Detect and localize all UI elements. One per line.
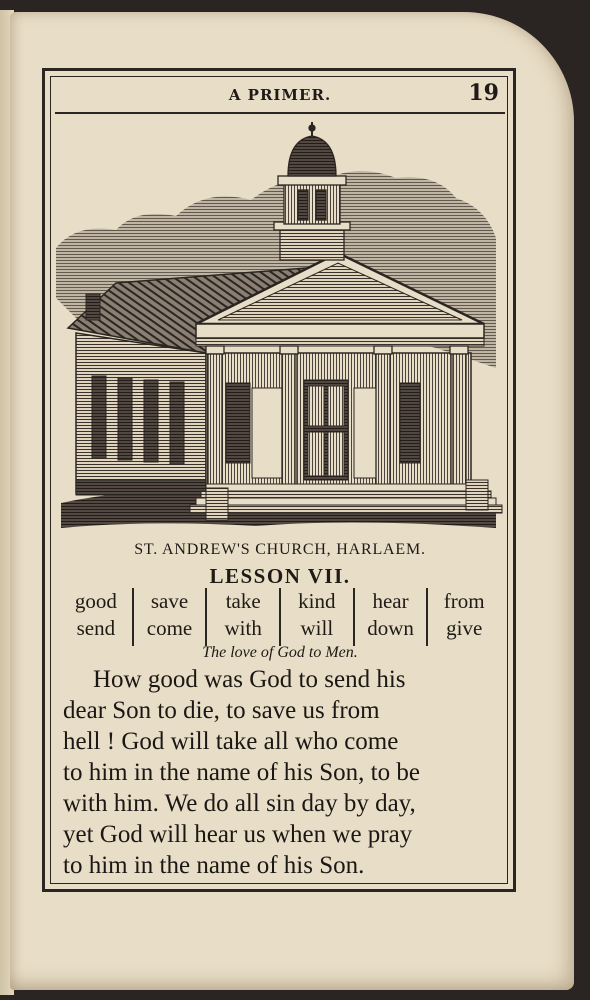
spelling-word-table bbox=[60, 588, 500, 646]
body-line: yet God will hear us when we pray bbox=[63, 821, 413, 848]
spelling-word: from bbox=[443, 589, 485, 613]
spelling-word: down bbox=[367, 616, 414, 640]
running-title: A PRIMER. bbox=[228, 86, 332, 104]
illustration-caption: ST. ANDREW'S CHURCH, HARLAEM. bbox=[134, 541, 426, 558]
word-column bbox=[279, 588, 353, 646]
body-line: dear Son to die, to save us from bbox=[63, 697, 380, 724]
lesson-body bbox=[63, 664, 501, 881]
spelling-word: hear bbox=[372, 589, 409, 613]
spelling-word: save bbox=[150, 589, 189, 613]
spelling-word: give bbox=[446, 616, 483, 640]
body-line: How good was God to send his bbox=[93, 666, 406, 693]
lesson-subtitle: The love of God to Men. bbox=[202, 644, 358, 661]
body-line: with him. We do all sin day by day, bbox=[63, 790, 416, 817]
spelling-word: kind bbox=[298, 589, 336, 613]
body-line: to him in the name of his Son. bbox=[63, 852, 365, 879]
spelling-word: with bbox=[224, 616, 262, 640]
church-steps bbox=[190, 484, 502, 513]
church-cupola bbox=[274, 122, 350, 260]
spelling-word: take bbox=[225, 589, 261, 613]
spelling-word: good bbox=[74, 589, 117, 613]
running-head bbox=[55, 78, 505, 114]
word-column bbox=[205, 588, 279, 646]
lesson-title: LESSON VII. bbox=[209, 564, 351, 588]
spelling-word: will bbox=[300, 616, 334, 640]
word-column bbox=[426, 588, 500, 646]
page-number: 19 bbox=[468, 80, 499, 106]
word-column bbox=[353, 588, 427, 646]
word-column bbox=[60, 588, 132, 646]
spelling-word: send bbox=[76, 616, 116, 640]
body-line: to him in the name of his Son, to be bbox=[63, 759, 420, 786]
spelling-word: come bbox=[146, 616, 193, 640]
church-engraving bbox=[56, 118, 504, 538]
body-line: hell ! God will take all who come bbox=[63, 728, 399, 755]
word-column bbox=[132, 588, 206, 646]
